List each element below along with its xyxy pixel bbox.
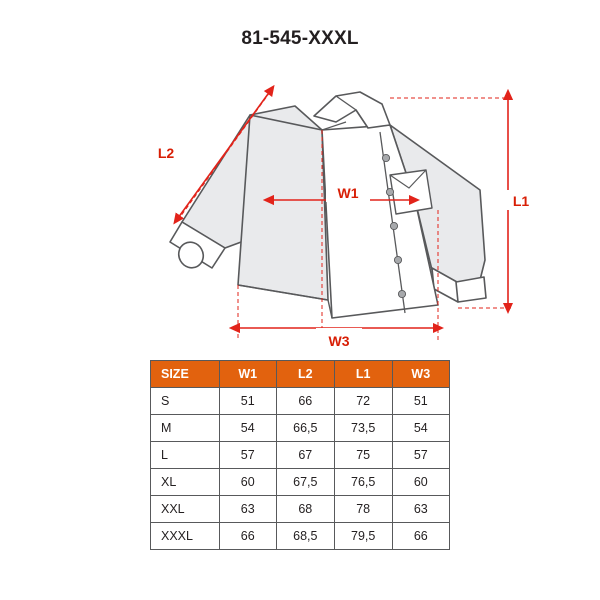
cell-size: XL (151, 469, 220, 496)
table-header-l1: L1 (334, 361, 392, 388)
table-row (151, 469, 450, 496)
cell-size: XXL (151, 496, 220, 523)
cell-l1: 72 (334, 388, 392, 415)
cell-size: S (151, 388, 220, 415)
table-header-l2: L2 (276, 361, 334, 388)
table-header-w1: W1 (219, 361, 276, 388)
cell-l1: 75 (334, 442, 392, 469)
cell-l2: 67,5 (276, 469, 334, 496)
table-row (151, 496, 450, 523)
cell-l2: 68,5 (276, 523, 334, 550)
table-row (151, 442, 450, 469)
table-header-size: SIZE (151, 361, 220, 388)
cell-w3: 66 (392, 523, 449, 550)
size-table (150, 360, 450, 550)
cell-w1: 57 (219, 442, 276, 469)
jacket-illustration (170, 92, 486, 318)
size-table-wrapper (150, 360, 450, 550)
cell-w1: 60 (219, 469, 276, 496)
cell-w3: 57 (392, 442, 449, 469)
table-row (151, 523, 450, 550)
label-w1: W1 (337, 185, 359, 201)
cell-w1: 66 (219, 523, 276, 550)
label-l2: L2 (157, 145, 175, 161)
cell-l2: 67 (276, 442, 334, 469)
cell-l1: 78 (334, 496, 392, 523)
cell-w1: 54 (219, 415, 276, 442)
cell-l1: 79,5 (334, 523, 392, 550)
cell-l2: 68 (276, 496, 334, 523)
cell-w3: 63 (392, 496, 449, 523)
cell-w3: 54 (392, 415, 449, 442)
cell-l2: 66,5 (276, 415, 334, 442)
cell-w1: 63 (219, 496, 276, 523)
cell-l1: 73,5 (334, 415, 392, 442)
table-header-w3: W3 (392, 361, 449, 388)
cell-size: M (151, 415, 220, 442)
page-title: 81-545-XXXL (241, 28, 359, 49)
garment-diagram (60, 70, 550, 350)
cell-size: XXXL (151, 523, 220, 550)
label-w3: W3 (328, 333, 350, 349)
cell-w1: 51 (219, 388, 276, 415)
cell-w3: 51 (392, 388, 449, 415)
table-row (151, 415, 450, 442)
cell-l1: 76,5 (334, 469, 392, 496)
cell-w3: 60 (392, 469, 449, 496)
table-row (151, 388, 450, 415)
cell-size: L (151, 442, 220, 469)
cell-l2: 66 (276, 388, 334, 415)
table-header-row (151, 361, 450, 388)
label-l1: L1 (512, 193, 530, 209)
